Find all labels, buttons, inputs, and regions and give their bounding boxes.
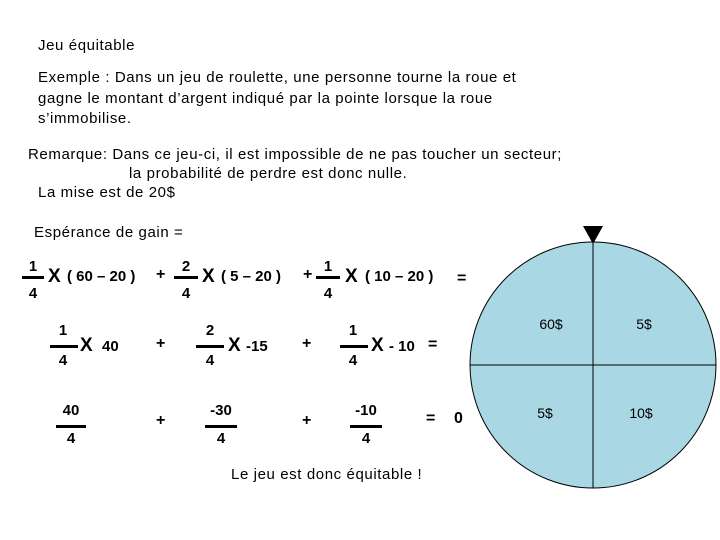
remark-line-3: La mise est de 20$ bbox=[38, 184, 176, 201]
esperance-label: Espérance de gain = bbox=[34, 224, 184, 241]
row3-fraction2-numerator: -30 bbox=[210, 402, 232, 419]
remark-line-1: Remarque: Dans ce jeu-ci, il est impossible de ne pas toucher un secteur; bbox=[28, 146, 563, 163]
page-title: Jeu équitable bbox=[38, 37, 136, 54]
row1-fraction3-denominator: 4 bbox=[323, 285, 333, 302]
row2-term2: -15 bbox=[246, 338, 268, 355]
times-icon: X bbox=[345, 266, 358, 287]
sector-label-bottom-left: 5$ bbox=[537, 405, 553, 421]
row1-plus1: + bbox=[156, 266, 166, 283]
sector-label-top-right: 5$ bbox=[636, 316, 652, 332]
row3-fraction3-numerator: -10 bbox=[355, 402, 377, 419]
row1-term1: ( 60 – 20 ) bbox=[67, 268, 136, 285]
row1-term2: ( 5 – 20 ) bbox=[221, 268, 282, 285]
row2-fraction1-denominator: 4 bbox=[58, 352, 68, 369]
row1-plus2: + bbox=[303, 266, 313, 283]
row3-equals: = bbox=[426, 410, 436, 427]
example-line-3: s’immobilise. bbox=[38, 110, 132, 127]
row3-plus2: + bbox=[302, 412, 312, 429]
row2-term1: 40 bbox=[102, 338, 119, 355]
example-line-2: gagne le montant d’argent indiqué par la pointe lorsque la roue bbox=[38, 90, 493, 107]
row1-fraction3-numerator: 1 bbox=[323, 258, 333, 275]
row2-fraction2-numerator: 2 bbox=[205, 322, 215, 339]
row2-fraction3-numerator: 1 bbox=[348, 322, 358, 339]
row3-fraction1-numerator: 40 bbox=[62, 402, 80, 419]
row1-term3: ( 10 – 20 ) bbox=[365, 268, 434, 285]
times-icon: X bbox=[80, 335, 93, 356]
times-icon: X bbox=[202, 266, 215, 287]
remark-line-2: la probabilité de perdre est donc nulle. bbox=[129, 165, 408, 182]
times-icon: X bbox=[371, 335, 384, 356]
row2-fraction1-numerator: 1 bbox=[58, 322, 68, 339]
pointer-icon bbox=[583, 226, 603, 244]
times-icon: X bbox=[228, 335, 241, 356]
row2-plus2: + bbox=[302, 335, 312, 352]
row3-fraction2-denominator: 4 bbox=[216, 430, 226, 447]
row2-term3: - 10 bbox=[389, 338, 415, 355]
times-icon: X bbox=[48, 266, 61, 287]
sector-label-top-left: 60$ bbox=[539, 316, 563, 332]
row1-fraction2-denominator: 4 bbox=[181, 285, 191, 302]
row3-fraction3-denominator: 4 bbox=[361, 430, 371, 447]
conclusion-text: Le jeu est donc équitable ! bbox=[231, 466, 423, 483]
sector-label-bottom-right: 10$ bbox=[629, 405, 653, 421]
row2-fraction2-denominator: 4 bbox=[205, 352, 215, 369]
row1-fraction1-denominator: 4 bbox=[28, 285, 38, 302]
row1-fraction1-numerator: 1 bbox=[28, 258, 38, 275]
row1-fraction2-numerator: 2 bbox=[181, 258, 191, 275]
row2-fraction3-denominator: 4 bbox=[348, 352, 358, 369]
row1-equals: = bbox=[457, 270, 467, 287]
row2-plus1: + bbox=[156, 335, 166, 352]
row3-fraction1-denominator: 4 bbox=[66, 430, 76, 447]
row2-equals: = bbox=[428, 336, 438, 353]
row3-plus1: + bbox=[156, 412, 166, 429]
row3-result: 0 bbox=[454, 410, 463, 427]
example-line-1: Exemple : Dans un jeu de roulette, une personne tourne la roue et bbox=[38, 69, 517, 86]
